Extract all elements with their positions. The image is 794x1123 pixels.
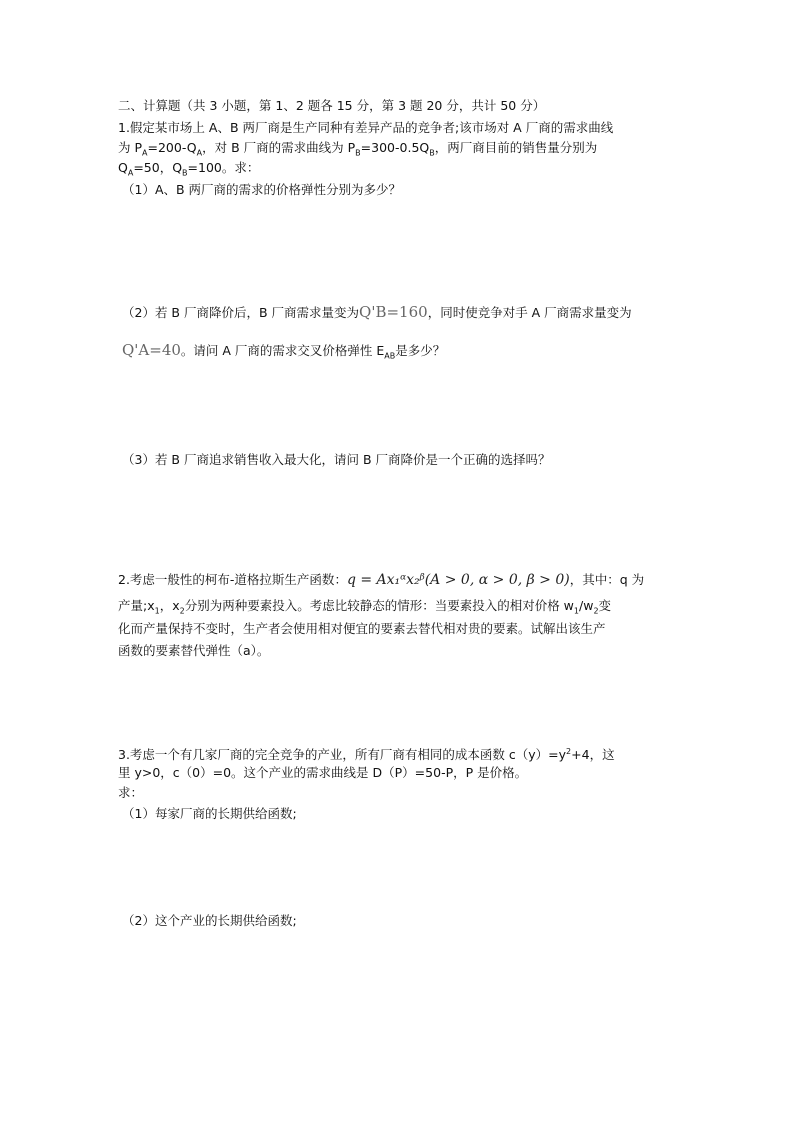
q1-text: =100。求：	[187, 160, 260, 175]
q2-text: 变	[598, 598, 612, 613]
q1-part2-line1	[122, 304, 632, 321]
q1-line1: 1.假定某市场上 A、B 两厂商是生产同种有差异产品的竞争者;该市场对 A 厂商的需求曲线	[118, 120, 614, 135]
q1-part1: （1）A、B 两厂商的需求的价格弹性分别为多少？	[122, 182, 402, 197]
q1-formula-qb: Q'B=160	[359, 303, 428, 321]
q2-formula: q = Ax₁ᵅx₂ᵝ(A > 0, α > 0, β > 0)	[346, 572, 570, 588]
q3-line3: 求：	[118, 785, 144, 800]
q2-text: 产量;x	[118, 598, 155, 613]
q1-text: ，两厂商目前的销售量分别为	[434, 140, 598, 155]
q1-sub: A	[142, 148, 148, 158]
q2-sub: 1	[573, 606, 579, 616]
q2-text: 2.考虑一般性的柯布-道格拉斯生产函数：	[118, 572, 347, 587]
q1-sub: B	[182, 168, 188, 178]
q3-sup: 2	[566, 747, 572, 756]
q1-text: ，对 B 厂商的需求曲线为 P	[202, 140, 356, 155]
q1-text: =300-0.5Q	[360, 140, 430, 155]
q2-sub: 1	[154, 606, 160, 616]
q1-sub: A	[127, 168, 134, 178]
q2-line1	[118, 572, 644, 588]
q2-text: ，其中：q 为	[569, 572, 645, 587]
q1-text: （2）若 B 厂商降价后，B 厂商需求量变为	[122, 305, 360, 320]
q1-part2-line2	[122, 342, 445, 365]
q3-text: 3.考虑一个有几家厂商的完全竞争的产业，所有厂商有相同的成本函数 c（y）=y	[118, 747, 567, 763]
q1-line2	[118, 140, 597, 162]
q3-part1: （1）每家厂商的长期供给函数;	[122, 806, 297, 821]
q1-sub: AB	[384, 351, 396, 361]
q3-line2: 里 y>0，c（0）=0。这个产业的需求曲线是 D（P）=50-P，P 是价格。	[118, 765, 528, 780]
q2-sub: 2	[593, 606, 599, 616]
q1-text: ，同时使竞争对手 A 厂商需求量变为	[427, 305, 632, 320]
q1-sub: B	[429, 148, 435, 158]
q1-line3	[118, 160, 259, 182]
q2-text: 分别为两种要素投入。考虑比较静态的情形：当要素投入的相对价格 w	[184, 598, 574, 613]
q3-line1	[118, 744, 615, 763]
q1-sub: A	[196, 148, 203, 158]
q2-line3: 化而产量保持不变时，生产者会使用相对便宜的要素去替代相对贵的要素。试解出该生产	[118, 621, 606, 636]
q1-text: =50，Q	[133, 160, 183, 175]
section-title: 二、计算题（共 3 小题，第 1、2 题各 15 分，第 3 题 20 分，共计 50 分）	[118, 98, 546, 113]
q1-part3: （3）若 B 厂商追求销售收入最大化，请问 B 厂商降价是一个正确的选择吗？	[122, 452, 551, 467]
q1-text: 是多少？	[395, 343, 446, 358]
q1-text: =200-Q	[147, 140, 197, 155]
q2-text: /w	[579, 598, 594, 613]
q2-text: ，x	[159, 598, 180, 613]
q1-text: 。请问 A 厂商的需求交叉价格弹性 E	[180, 343, 385, 358]
q1-text: Q	[118, 160, 128, 175]
q2-line4: 函数的要素替代弹性（a）。	[118, 643, 270, 658]
q2-sub: 2	[179, 606, 185, 616]
q1-formula-qa: Q'A=40	[122, 341, 181, 359]
q2-line2	[118, 598, 611, 620]
q1-sub: B	[355, 148, 361, 158]
q3-text: +4，这	[571, 747, 615, 763]
q3-part2: （2）这个产业的长期供给函数;	[122, 913, 297, 928]
q1-text: 为 P	[118, 140, 143, 155]
